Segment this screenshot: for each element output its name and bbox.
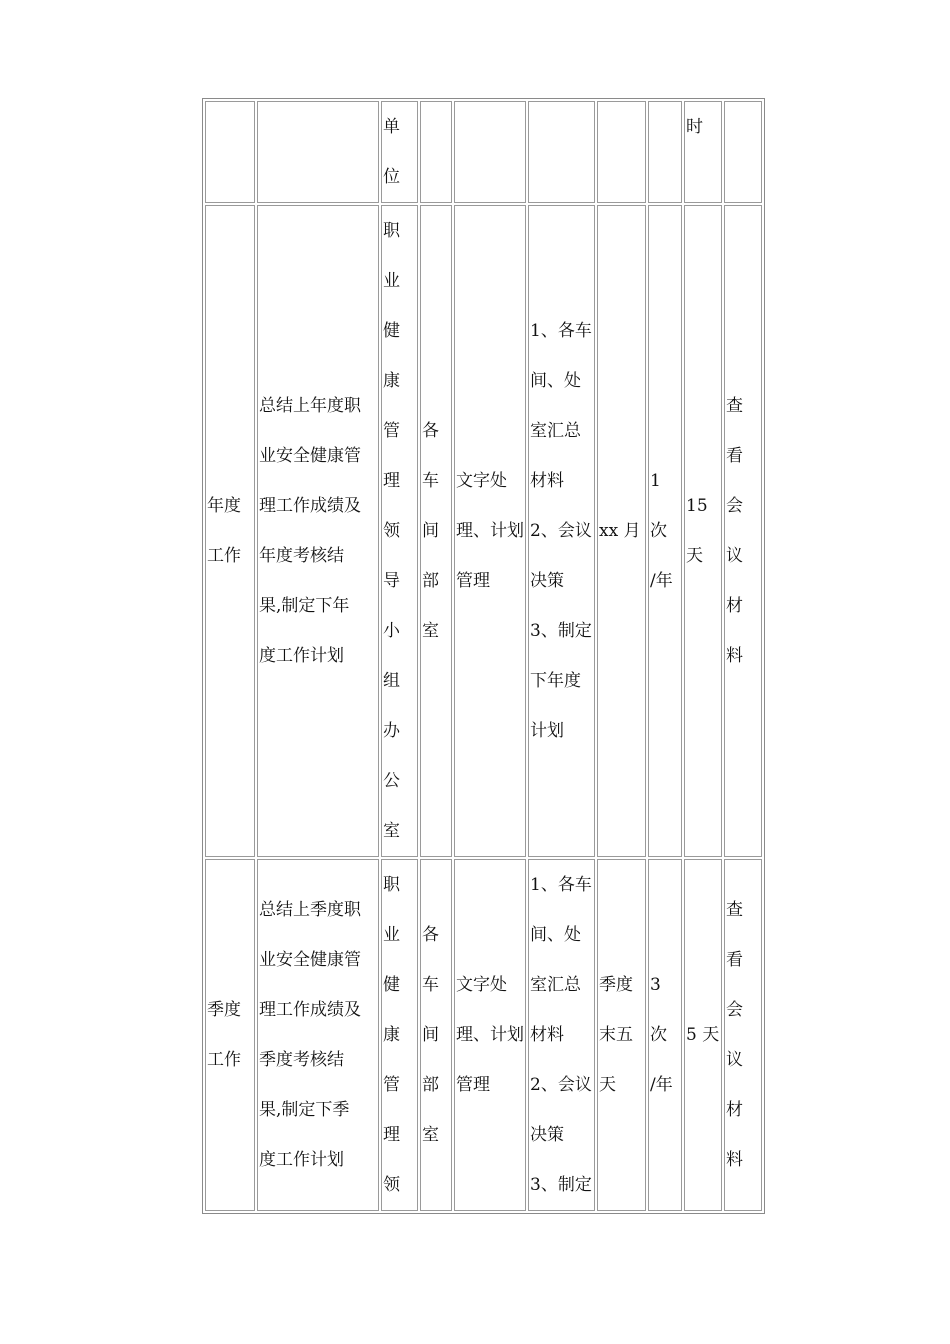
row-responsible: 职 业 健 康 管 理 领 bbox=[381, 859, 418, 1211]
header-cell-cooperating bbox=[420, 101, 452, 203]
header-cell-timing bbox=[597, 101, 646, 203]
row-method: 文字处 理、计划 管理 bbox=[454, 859, 526, 1211]
table-row bbox=[205, 205, 762, 857]
header-row bbox=[205, 101, 762, 203]
row-content: 总结上季度职 业安全健康管 理工作成绩及 季度考核结 果,制定下季 度工作计划 bbox=[257, 859, 379, 1211]
row-frequency: 3 次 /年 bbox=[648, 859, 682, 1211]
header-cell-unit: 单 位 bbox=[381, 101, 418, 203]
header-cell-category bbox=[205, 101, 255, 203]
row-category: 年度 工作 bbox=[205, 205, 255, 857]
header-cell-check bbox=[724, 101, 762, 203]
row-duration: 5 天 bbox=[684, 859, 722, 1211]
row-responsible: 职 业 健 康 管 理 领 导 小 组 办 公 室 bbox=[381, 205, 418, 857]
row-duration: 15 天 bbox=[684, 205, 722, 857]
row-check: 查 看 会 议 材 料 bbox=[724, 205, 762, 857]
header-cell-method bbox=[454, 101, 526, 203]
row-method: 文字处 理、计划 管理 bbox=[454, 205, 526, 857]
row-timing: 季度 末五 天 bbox=[597, 859, 646, 1211]
table-row bbox=[205, 859, 762, 1211]
header-cell-content bbox=[257, 101, 379, 203]
row-frequency: 1 次 /年 bbox=[648, 205, 682, 857]
header-cell-steps bbox=[528, 101, 595, 203]
row-steps: 1、各车 间、处 室汇总 材料 2、会议 决策 3、制定 下年度 计划 bbox=[528, 205, 595, 857]
work-plan-table bbox=[202, 98, 765, 1214]
row-check: 查 看 会 议 材 料 bbox=[724, 859, 762, 1211]
header-cell-frequency bbox=[648, 101, 682, 203]
row-steps: 1、各车 间、处 室汇总 材料 2、会议 决策 3、制定 bbox=[528, 859, 595, 1211]
header-cell-time: 时 bbox=[684, 101, 722, 203]
row-cooperating: 各 车 间 部 室 bbox=[420, 859, 452, 1211]
row-timing: xx 月 bbox=[597, 205, 646, 857]
row-cooperating: 各 车 间 部 室 bbox=[420, 205, 452, 857]
row-content: 总结上年度职 业安全健康管 理工作成绩及 年度考核结 果,制定下年 度工作计划 bbox=[257, 205, 379, 857]
row-category: 季度 工作 bbox=[205, 859, 255, 1211]
